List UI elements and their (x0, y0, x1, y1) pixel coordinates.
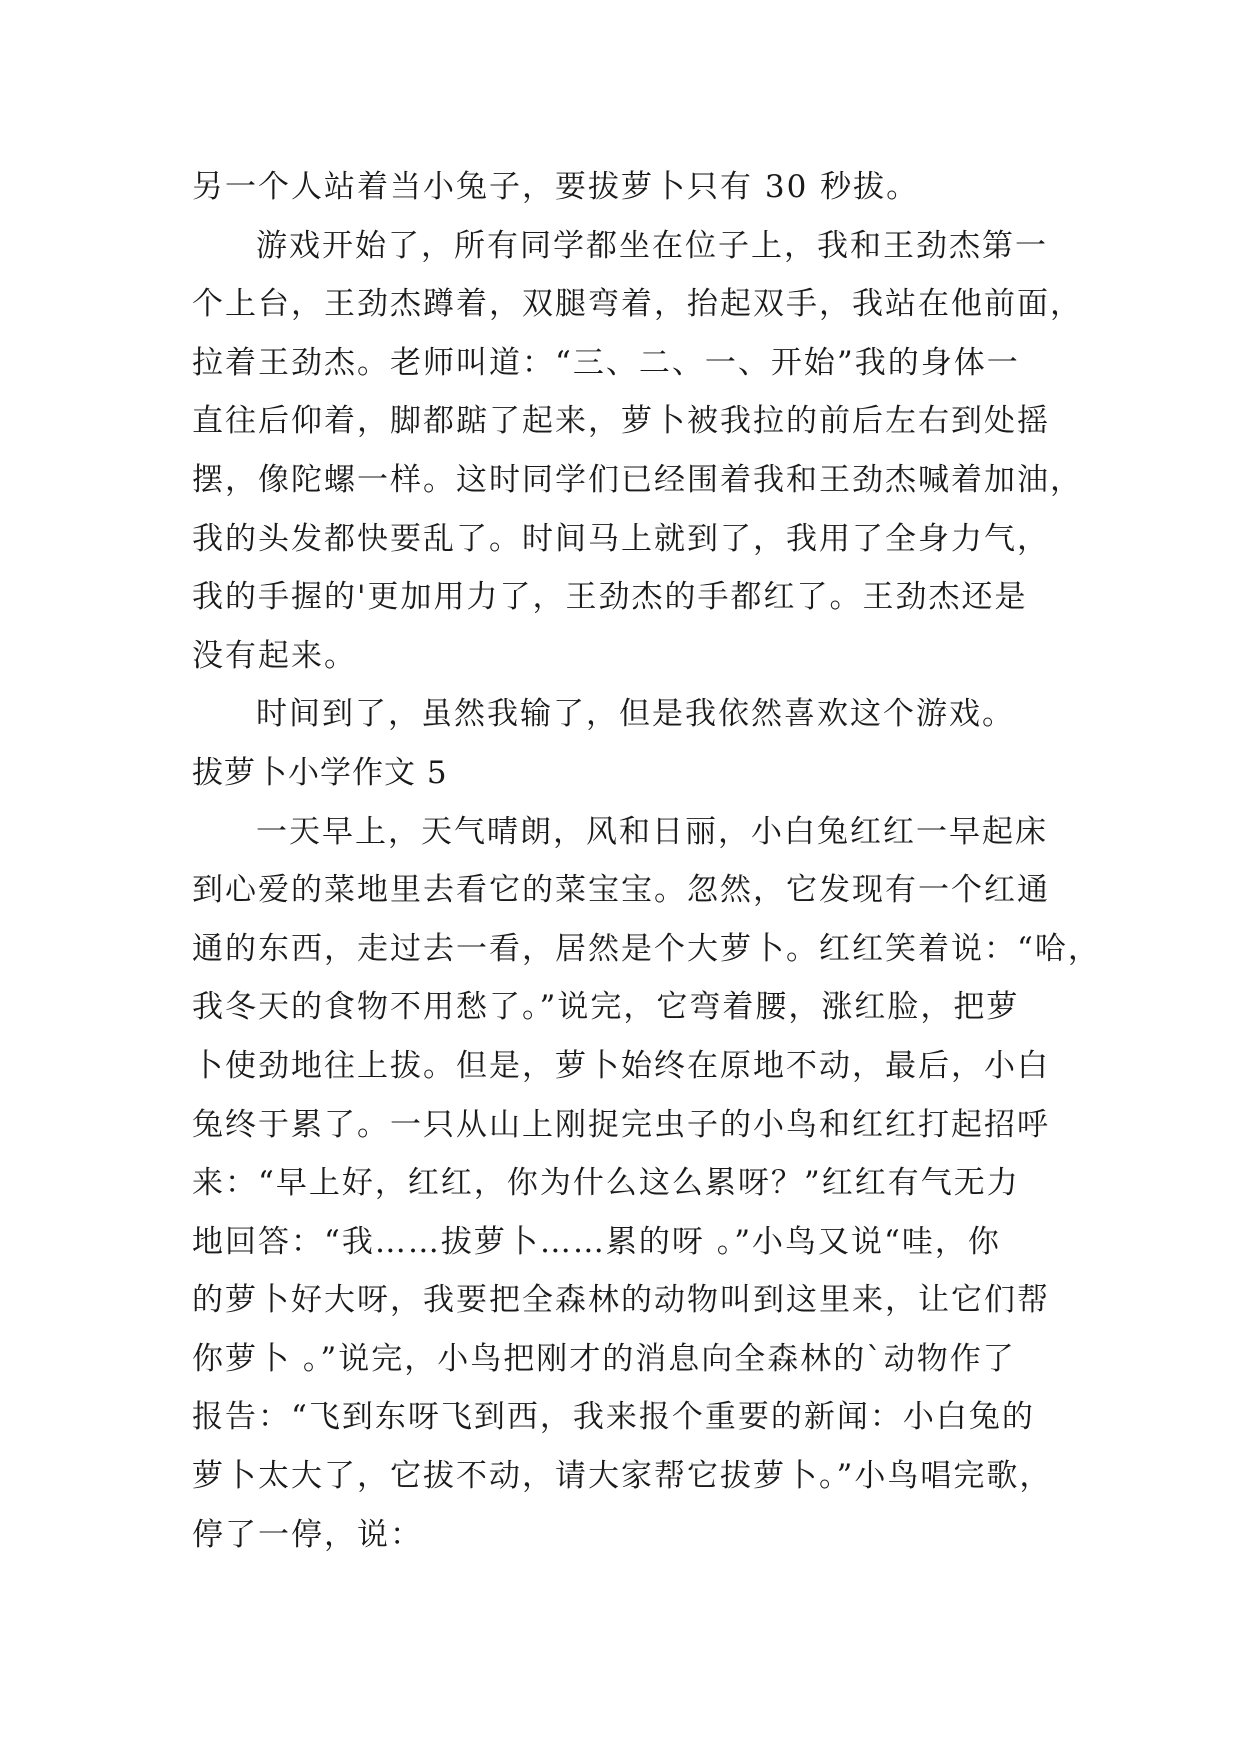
text-line: 我冬天的食物不用愁了。”说完，它弯着腰，涨红脸，把萝 (192, 989, 1020, 1026)
section-heading: 拔萝卜小学作文 5 (192, 754, 448, 791)
text-line: 摆，像陀螺一样。这时同学们已经围着我和王劲杰喊着加油， (192, 461, 1083, 498)
text-line: 我的手握的'更加用力了，王劲杰的手都红了。王劲杰还是 (192, 579, 1028, 616)
paragraph-start-line: 一天早上，天气晴朗，风和日丽，小白兔红红一早起床 (256, 813, 1048, 850)
text-line: 萝卜太大了，它拔不动，请大家帮它拔萝卜。”小鸟唱完歌， (192, 1458, 1053, 1495)
paragraph-start-line: 游戏开始了，所有同学都坐在位子上，我和王劲杰第一 (256, 227, 1048, 264)
text-line: 的萝卜好大呀，我要把全森林的动物叫到这里来，让它们帮 (192, 1282, 1050, 1319)
text-line: 来：“早上好，红红，你为什么这么累呀？”红红有气无力 (192, 1165, 1020, 1202)
text-line: 我的头发都快要乱了。时间马上就到了，我用了全身力气， (192, 520, 1050, 557)
text-line: 个上台，王劲杰蹲着，双腿弯着，抬起双手，我站在他前面， (192, 286, 1083, 323)
text-line: 通的东西，走过去一看，居然是个大萝卜。红红笑着说：“哈， (192, 930, 1101, 967)
paragraph-start-line: 时间到了，虽然我输了，但是我依然喜欢这个游戏。 (256, 696, 1015, 733)
text-line: 地回答：“我……拔萝卜……累的呀 。”小鸟又说“哇，你 (192, 1223, 1001, 1260)
article-body (192, 158, 1101, 1564)
text-line: 到心爱的菜地里去看它的菜宝宝。忽然，它发现有一个红通 (192, 872, 1050, 909)
text-line: 停了一停，说： (192, 1516, 423, 1553)
text-line: 兔终于累了。一只从山上刚捉完虫子的小鸟和红红打起招呼 (192, 1106, 1050, 1143)
text-line: 报告：“飞到东呀飞到西，我来报个重要的新闻：小白兔的 (192, 1399, 1035, 1436)
text-line: 另一个人站着当小兔子，要拔萝卜只有 30 秒拔。 (192, 169, 920, 205)
text-line: 没有起来。 (192, 637, 357, 674)
text-line: 你萝卜 。”说完，小鸟把刚才的消息向全森林的`动物作了 (192, 1340, 1016, 1377)
text-line: 卜使劲地往上拔。但是，萝卜始终在原地不动，最后，小白 (192, 1047, 1050, 1084)
text-line: 拉着王劲杰。老师叫道：“三、二、一、开始”我的身体一 (192, 344, 1020, 381)
text-line: 直往后仰着，脚都踮了起来，萝卜被我拉的前后左右到处摇 (192, 403, 1050, 440)
